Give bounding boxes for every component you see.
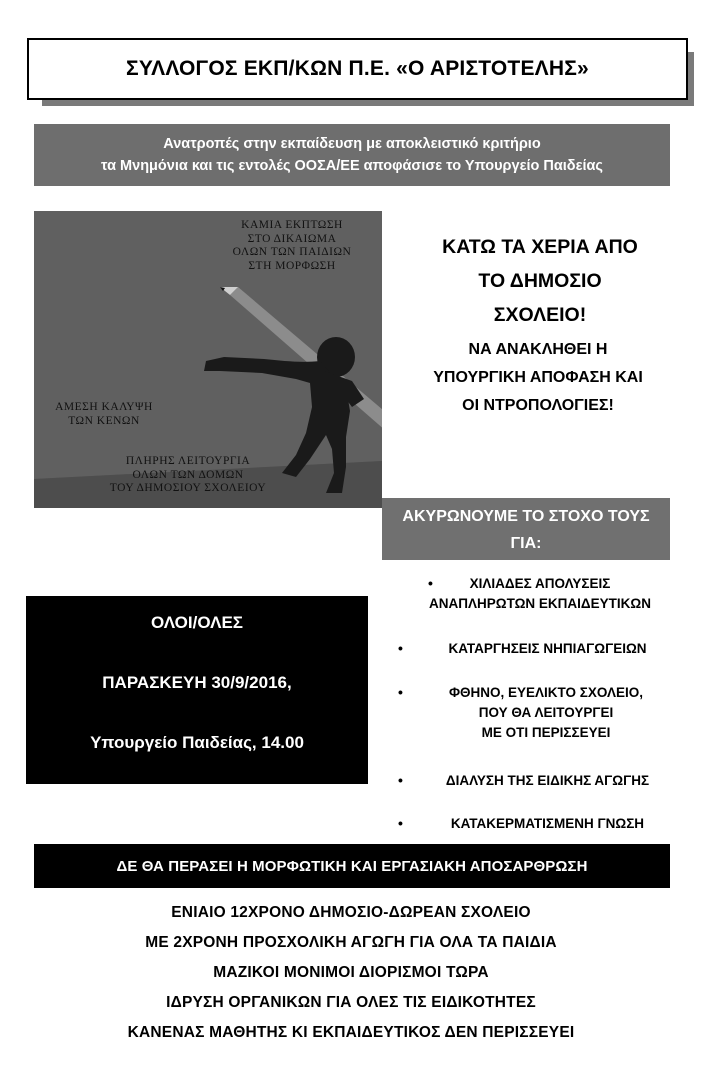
subtitle-banner [34, 124, 670, 186]
union-title: ΣΥΛΛΟΓΟΣ ΕΚΠ/ΚΩΝ Π.Ε. «Ο ΑΡΙΣΤΟΤΕΛΗΣ» [126, 57, 589, 80]
demand-item: ΜΕ 2ΧΡΟΝΗ ΠΡΟΣΧΟΛΙΚΗ ΑΓΩΓΗ ΓΙΑ ΟΛΑ ΤΑ ΠΑΙΔΙΑ [145, 934, 557, 951]
bullet-dot: • [398, 815, 403, 831]
list-item-line: ΚΑΤΑΚΕΡΜΑΤΙΣΜΕΝΗ ΓΝΩΣΗ [450, 816, 645, 831]
demand-item: ΙΔΡΥΣΗ ΟΡΓΑΝΙΚΩΝ ΓΙΑ ΟΛΕΣ ΤΙΣ ΕΙΔΙΚΟΤΗΤΕΣ [166, 994, 536, 1011]
main-slogan-line-3: ΣΧΟΛΕΙΟ! [493, 304, 587, 326]
demand-item: ΜΑΖΙΚΟΙ ΜΟΝΙΜΟΙ ΔΙΟΡΙΣΜΟΙ ΤΩΡΑ [213, 964, 489, 981]
list-item-line: ΚΑΤΑΡΓΗΣΕΙΣ ΝΗΠΙΑΓΩΓΕΙΩΝ [448, 641, 647, 656]
poster-bottom-line-3: ΤΟΥ ΔΗΜΟΣΙΟΥ ΣΧΟΛΕΙΟΥ [109, 482, 267, 494]
event-location-time: Υπουργείο Παιδείας, 14.00 [90, 733, 304, 752]
demands-list [0, 898, 702, 1048]
bullet-dot: • [398, 640, 403, 656]
bullet-dot: • [398, 684, 403, 700]
event-date: ΠΑΡΑΣΚΕΥΗ 30/9/2016, [102, 673, 292, 692]
sub-slogan [378, 336, 698, 420]
poster-left-line-2: ΤΩΝ ΚΕΝΩΝ [68, 414, 140, 427]
sub-slogan-line-2: ΥΠΟΥΡΓΙΚΗ ΑΠΟΦΑΣΗ ΚΑΙ [433, 369, 643, 386]
poster-top-line-3: ΟΛΩΝ ΤΩΝ ΠΑΙΔΙΩΝ [232, 246, 352, 258]
sub-slogan-line-1: ΝΑ ΑΝΑΚΛΗΘΕΙ Η [468, 341, 608, 358]
cancel-goals-box [382, 498, 670, 560]
main-slogan [400, 230, 680, 332]
list-item [405, 771, 690, 791]
bullet-dot: • [428, 575, 433, 591]
list-item [390, 574, 690, 614]
list-item-line: ΔΙΑΛΥΣΗ ΤΗΣ ΕΙΔΙΚΗΣ ΑΓΩΓΗΣ [445, 773, 650, 788]
poster-illustration [34, 211, 382, 508]
poster-bottom-text [74, 455, 302, 496]
bullet-dot: • [398, 772, 403, 788]
poster-top-line-4: ΣΤΗ ΜΟΡΦΩΣΗ [248, 259, 336, 272]
union-title-box [27, 38, 688, 100]
list-item [410, 683, 682, 743]
list-item [405, 639, 690, 659]
poster-bottom-line-2: ΟΛΩΝ ΤΩΝ ΔΟΜΩΝ [132, 468, 244, 481]
demand-item: ΕΝΙΑΙΟ 12ΧΡΟΝΟ ΔΗΜΟΣΙΟ-ΔΩΡΕΑΝ ΣΧΟΛΕΙΟ [171, 904, 531, 921]
subtitle-line-1: Ανατροπές στην εκπαίδευση με αποκλειστικό κριτήριο [163, 136, 541, 152]
list-item-line: ΧΙΛΙΑΔΕΣ ΑΠΟΛΥΣΕΙΣ [469, 576, 611, 591]
poster-bottom-line-1: ΠΛΗΡΗΣ ΛΕΙΤΟΥΡΓΙΑ [125, 455, 251, 467]
poster-top-line-1: ΚΑΜΙΑ ΕΚΠΤΩΣΗ [241, 219, 343, 231]
poster-top-text [212, 219, 372, 273]
poster-left-line-1: ΑΜΕΣΗ ΚΑΛΥΨΗ [55, 401, 153, 413]
sub-slogan-line-3: ΟΙ ΝΤΡΟΠΟΛΟΓΙΕΣ! [462, 397, 614, 414]
main-slogan-line-2: ΤΟ ΔΗΜΟΣΙΟ [478, 270, 602, 292]
event-audience: ΟΛΟΙ/ΟΛΕΣ [151, 613, 243, 632]
bottom-banner-text: ΔΕ ΘΑ ΠΕΡΑΣΕΙ Η ΜΟΡΦΩΤΙΚΗ ΚΑΙ ΕΡΓΑΣΙΑΚΗ ΑΠΟΣΑΡΘΡΩΣΗ [116, 857, 588, 875]
bottom-banner [34, 844, 670, 888]
main-slogan-line-1: ΚΑΤΩ ΤΑ ΧΕΡΙΑ ΑΠΟ [442, 236, 638, 258]
poster-top-line-2: ΣΤΟ ΔΙΚΑΙΩΜΑ [247, 232, 337, 245]
list-item-line: ΦΘΗΝΟ, ΕΥΕΛΙΚΤΟ ΣΧΟΛΕΙΟ, [448, 685, 644, 700]
list-item [405, 814, 690, 834]
demand-item: ΚΑΝΕΝΑΣ ΜΑΘΗΤΗΣ ΚΙ ΕΚΠΑΙΔΕΥΤΙΚΟΣ ΔΕΝ ΠΕΡΙΣΣΕΥΕΙ [127, 1024, 575, 1041]
cancel-goals-line-1: ΑΚΥΡΩΝΟΥΜΕ ΤΟ ΣΤΟΧΟ ΤΟΥΣ [402, 508, 650, 525]
cancel-goals-line-2: ΓΙΑ: [510, 535, 542, 552]
poster-left-text [44, 401, 164, 428]
subtitle-line-2: τα Μνημόνια και τις εντολές ΟΟΣΑ/ΕΕ αποφάσισε το Υπουργείο Παιδείας [101, 158, 603, 174]
event-details-box [26, 596, 368, 784]
list-item-line: ΜΕ ΟΤΙ ΠΕΡΙΣΣΕΥΕΙ [481, 725, 611, 740]
list-item-line: ΑΝΑΠΛΗΡΩΤΩΝ ΕΚΠΑΙΔΕΥΤΙΚΩΝ [429, 596, 651, 611]
list-item-line: ΠΟΥ ΘΑ ΛΕΙΤΟΥΡΓΕΙ [478, 705, 614, 720]
